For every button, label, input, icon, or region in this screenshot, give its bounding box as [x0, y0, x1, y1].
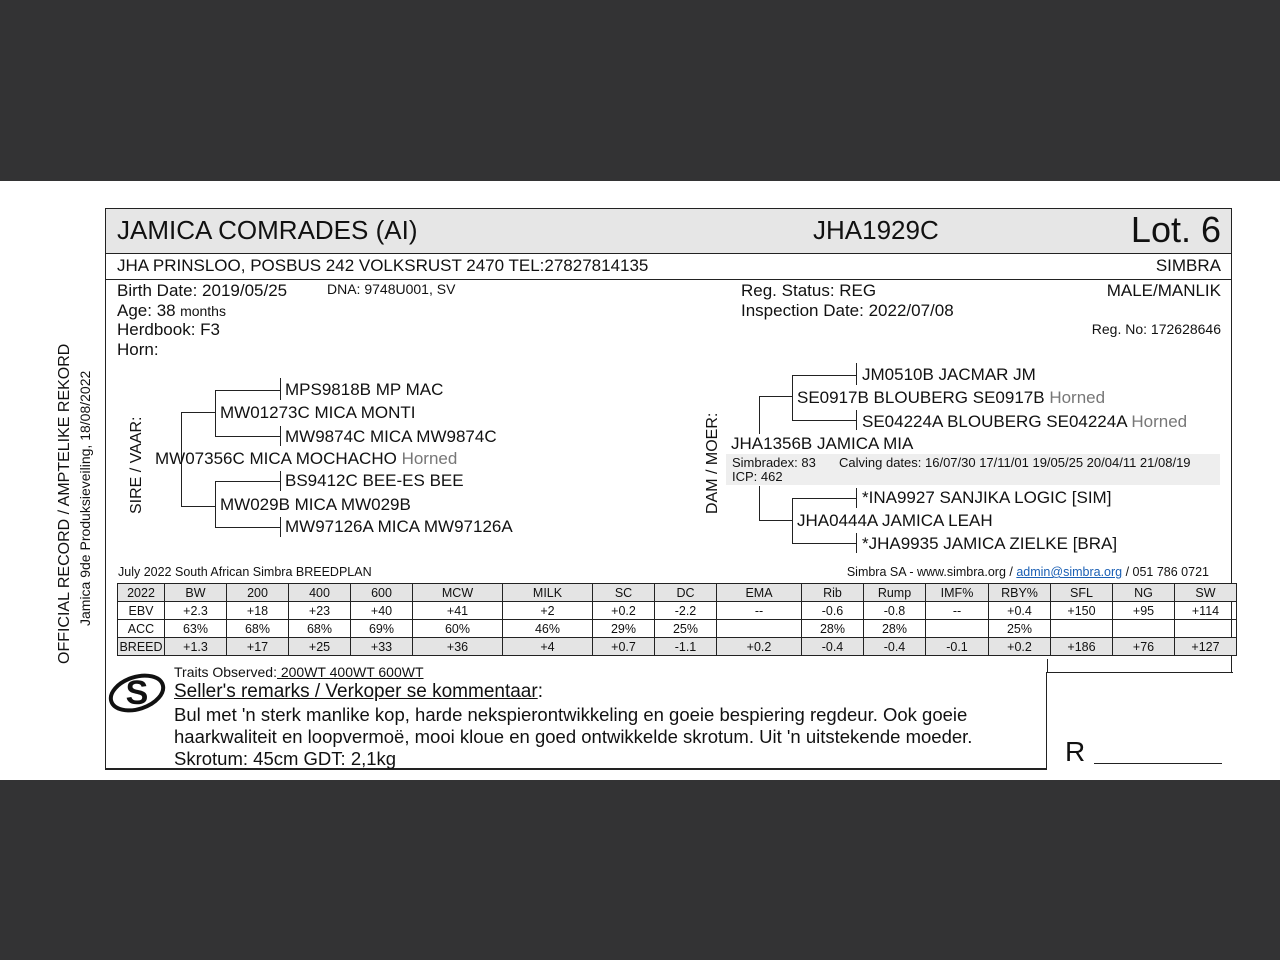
- sire-dam-sire: BS9412C BEE-ES BEE: [285, 471, 464, 490]
- reg-number: Reg. No: 172628646: [1091, 321, 1221, 337]
- table-cell: -2.2: [655, 602, 717, 620]
- animal-id: JHA1929C: [813, 215, 939, 245]
- dam-tree-line: [759, 486, 760, 520]
- dam-tree-line: [792, 375, 793, 420]
- sire-name: [155, 449, 457, 469]
- sire-dam: MW029B MICA MW029B: [220, 495, 411, 514]
- price-entry-line[interactable]: [1094, 763, 1222, 764]
- table-header-cell: SFL: [1051, 584, 1113, 602]
- dna-info: DNA: 9748U001, SV: [327, 281, 456, 297]
- seller-logo-letter: S: [125, 674, 149, 712]
- dam-tree-line: [856, 410, 857, 430]
- owner-row: [106, 253, 1231, 280]
- horn: Horn:: [117, 340, 159, 359]
- table-header-cell: MCW: [413, 584, 503, 602]
- contact-prefix: Simbra SA - www.simbra.org /: [846, 565, 1017, 579]
- table-header-cell: 200: [227, 584, 289, 602]
- sire-tree-line: [215, 436, 280, 437]
- traits-label: Traits Observed:: [174, 664, 277, 680]
- auction-label: Jamica 9de Produksieveiling, 18/08/2022: [77, 370, 93, 626]
- reg-status: Reg. Status: REG: [741, 281, 877, 300]
- table-cell: [1113, 620, 1175, 638]
- table-cell: +0.2: [593, 602, 655, 620]
- sire-tree-line: [215, 390, 280, 391]
- table-cell: +0.4: [989, 602, 1051, 620]
- dam-label: DAM / MOER:: [704, 412, 721, 514]
- table-cell: +41: [413, 602, 503, 620]
- table-cell: -0.1: [926, 638, 989, 656]
- breedplan-source: July 2022 South African Simbra BREEDPLAN: [118, 565, 372, 579]
- table-cell: +18: [227, 602, 289, 620]
- dam-dam-dam: *JHA9935 JAMICA ZIELKE [BRA]: [862, 534, 1118, 553]
- dam-dam: JHA0444A JAMICA LEAH: [797, 511, 993, 530]
- dam-tree-line: [792, 543, 856, 544]
- table-header-cell: 600: [351, 584, 413, 602]
- table-header-cell: NG: [1113, 584, 1175, 602]
- sire-dam-dam: MW97126A MICA MW97126A: [285, 517, 513, 536]
- sire-tree-line: [280, 378, 281, 400]
- ebv-row: [118, 602, 1237, 620]
- sire-tree-line: [181, 506, 215, 507]
- table-header-cell: BW: [165, 584, 227, 602]
- table-cell: [717, 620, 802, 638]
- remarks-line-1: Bul met 'n sterk manlike kop, harde nekspierontwikkeling en goeie bespiering regdeur. Ook goeie: [174, 704, 968, 725]
- sex: MALE/MANLIK: [1106, 281, 1221, 300]
- birth-date: Birth Date: 2019/05/25: [117, 281, 288, 300]
- table-cell: +40: [351, 602, 413, 620]
- sire-tree-line: [215, 481, 280, 482]
- sire-horn-note: Horned: [401, 449, 458, 468]
- dam-tree-line: [759, 520, 792, 521]
- breed-label: SIMBRA: [1155, 256, 1221, 275]
- table-cell: 68%: [289, 620, 351, 638]
- table-cell: EBV: [118, 602, 165, 620]
- table-cell: +2: [503, 602, 593, 620]
- table-cell: +0.2: [989, 638, 1051, 656]
- dam-sire-horn-note: Horned: [1049, 388, 1106, 407]
- table-cell: --: [926, 602, 989, 620]
- table-cell: 28%: [864, 620, 926, 638]
- table-header-cell: Rib: [802, 584, 864, 602]
- sire-tree-line: [215, 481, 216, 527]
- dam-sire-dam-horn-note: Horned: [1131, 412, 1188, 431]
- table-cell: +186: [1051, 638, 1113, 656]
- contact-email-link[interactable]: admin@simbra.org: [1016, 565, 1123, 579]
- traits-observed: [174, 664, 424, 680]
- table-cell: 46%: [503, 620, 593, 638]
- table-cell: +25: [289, 638, 351, 656]
- table-cell: ACC: [118, 620, 165, 638]
- table-cell: +1.3: [165, 638, 227, 656]
- catalogue-page: [0, 181, 1280, 780]
- table-cell: -0.4: [802, 638, 864, 656]
- sire-tree-line: [280, 517, 281, 537]
- table-cell: [1175, 620, 1237, 638]
- animal-name: JAMICA COMRADES (AI): [117, 215, 418, 245]
- table-cell: 60%: [413, 620, 503, 638]
- table-cell: 69%: [351, 620, 413, 638]
- table-cell: +0.7: [593, 638, 655, 656]
- sire-sire-dam: MW9874C MICA MW9874C: [285, 427, 497, 446]
- owner-line: JHA PRINSLOO, POSBUS 242 VOLKSRUST 2470 TEL:27827814135: [117, 256, 649, 275]
- price-currency: R: [1065, 736, 1086, 767]
- sire-tree-line: [280, 426, 281, 446]
- table-cell: +23: [289, 602, 351, 620]
- table-cell: 28%: [802, 620, 864, 638]
- table-cell: +95: [1113, 602, 1175, 620]
- calving-dates: Calving dates: 16/07/30 17/11/01 19/05/25 20/04/11 21/08/19: [839, 455, 1191, 470]
- sire-sire-sire: MPS9818B MP MAC: [285, 380, 444, 399]
- inspection-date: Inspection Date: 2022/07/08: [741, 301, 954, 320]
- dam-tree-line: [856, 488, 857, 508]
- table-header-cell: SC: [593, 584, 655, 602]
- table-cell: +36: [413, 638, 503, 656]
- table-header-cell: 2022: [118, 584, 165, 602]
- table-cell: -0.4: [864, 638, 926, 656]
- dam-tree-line: [792, 498, 793, 543]
- table-header-cell: DC: [655, 584, 717, 602]
- card-header: [106, 209, 1231, 254]
- herdbook: Herdbook: F3: [117, 320, 220, 339]
- table-cell: +76: [1113, 638, 1175, 656]
- acc-row: [118, 620, 1237, 638]
- age: [117, 301, 226, 321]
- lot-number: Lot. 6: [1130, 209, 1221, 250]
- dam-dam-sire: *INA9927 SANJIKA LOGIC [SIM]: [862, 488, 1112, 507]
- dam-tree-line: [856, 363, 857, 385]
- table-cell: +17: [227, 638, 289, 656]
- table-cell: -0.8: [864, 602, 926, 620]
- sire-label: SIRE / VAAR:: [128, 416, 145, 514]
- sire-tree-line: [280, 471, 281, 491]
- contact-suffix: / 051 786 0721: [1122, 565, 1209, 579]
- dam-tree-line: [792, 420, 856, 421]
- icp: ICP: 462: [732, 469, 783, 484]
- table-cell: 25%: [655, 620, 717, 638]
- remarks-title: [174, 681, 543, 703]
- table-header-cell: IMF%: [926, 584, 989, 602]
- dam-sire-dam: [862, 412, 1187, 432]
- table-cell: [926, 620, 989, 638]
- table-cell: +114: [1175, 602, 1237, 620]
- sire-tree-line: [215, 390, 216, 436]
- dam-sire: [797, 388, 1105, 408]
- table-cell: +33: [351, 638, 413, 656]
- dam-name: JHA1356B JAMICA MIA: [731, 434, 914, 453]
- seller-logo-icon: [106, 668, 168, 718]
- dam-sire-dam-text: SE04224A BLOUBERG SE04224A: [862, 412, 1127, 431]
- table-cell: +150: [1051, 602, 1113, 620]
- dam-sire-text: SE0917B BLOUBERG SE0917B: [797, 388, 1045, 407]
- dam-tree-line: [759, 396, 792, 397]
- sire-name-text: MW07356C MICA MOCHACHO: [155, 449, 397, 468]
- remarks-title-colon: :: [537, 681, 543, 702]
- sire-tree-line: [215, 527, 280, 528]
- remarks-line-3: Skrotum: 45cm GDT: 2,1kg: [174, 748, 397, 769]
- table-cell: BREED: [119, 639, 163, 654]
- dam-tree-line: [856, 533, 857, 553]
- table-header-cell: SW: [1175, 584, 1237, 602]
- traits-value: 200WT 400WT 600WT: [276, 664, 424, 680]
- table-header-cell: Rump: [864, 584, 926, 602]
- table-cell: -0.6: [802, 602, 864, 620]
- sire-sire: MW01273C MICA MONTI: [220, 403, 416, 422]
- sire-tree-line: [181, 412, 215, 413]
- table-cell: -1.1: [655, 638, 717, 656]
- age-value: Age: 38: [117, 301, 176, 320]
- simbradex: Simbradex: 83: [732, 455, 816, 470]
- table-header-cell: 400: [289, 584, 351, 602]
- seller-logo: [106, 668, 168, 718]
- remarks-line-2: haarkwaliteit en loopvermoë, mooi kloue en goed ontwikkelde skrotum. Uit 'n uitstekende moeder.: [174, 726, 973, 747]
- table-cell: --: [717, 602, 802, 620]
- dam-tree-line: [792, 375, 856, 376]
- table-header-cell: EMA: [717, 584, 802, 602]
- table-header-row: [118, 584, 1237, 602]
- breedplan-table: [117, 583, 1237, 656]
- table-cell: +4: [503, 638, 593, 656]
- official-record-label: OFFICIAL RECORD / AMPTELIKE REKORD: [56, 343, 73, 664]
- breed-row: [118, 638, 1237, 656]
- dam-tree-line: [792, 498, 856, 499]
- age-unit: months: [180, 303, 226, 319]
- table-cell: 25%: [989, 620, 1051, 638]
- table-header-cell: RBY%: [989, 584, 1051, 602]
- dam-tree-line: [759, 396, 760, 434]
- table-cell: +127: [1175, 638, 1237, 656]
- table-cell: 29%: [593, 620, 655, 638]
- table-header-cell: MILK: [503, 584, 593, 602]
- table-cell: [1051, 620, 1113, 638]
- table-cell: 68%: [227, 620, 289, 638]
- table-cell: +2.3: [165, 602, 227, 620]
- table-cell: 63%: [165, 620, 227, 638]
- remarks-title-text: Seller's remarks / Verkoper se kommentaar: [174, 681, 538, 702]
- table-cell: +0.2: [717, 638, 802, 656]
- breedplan-contact: [847, 565, 1209, 579]
- dam-sire-sire: JM0510B JACMAR JM: [862, 365, 1036, 384]
